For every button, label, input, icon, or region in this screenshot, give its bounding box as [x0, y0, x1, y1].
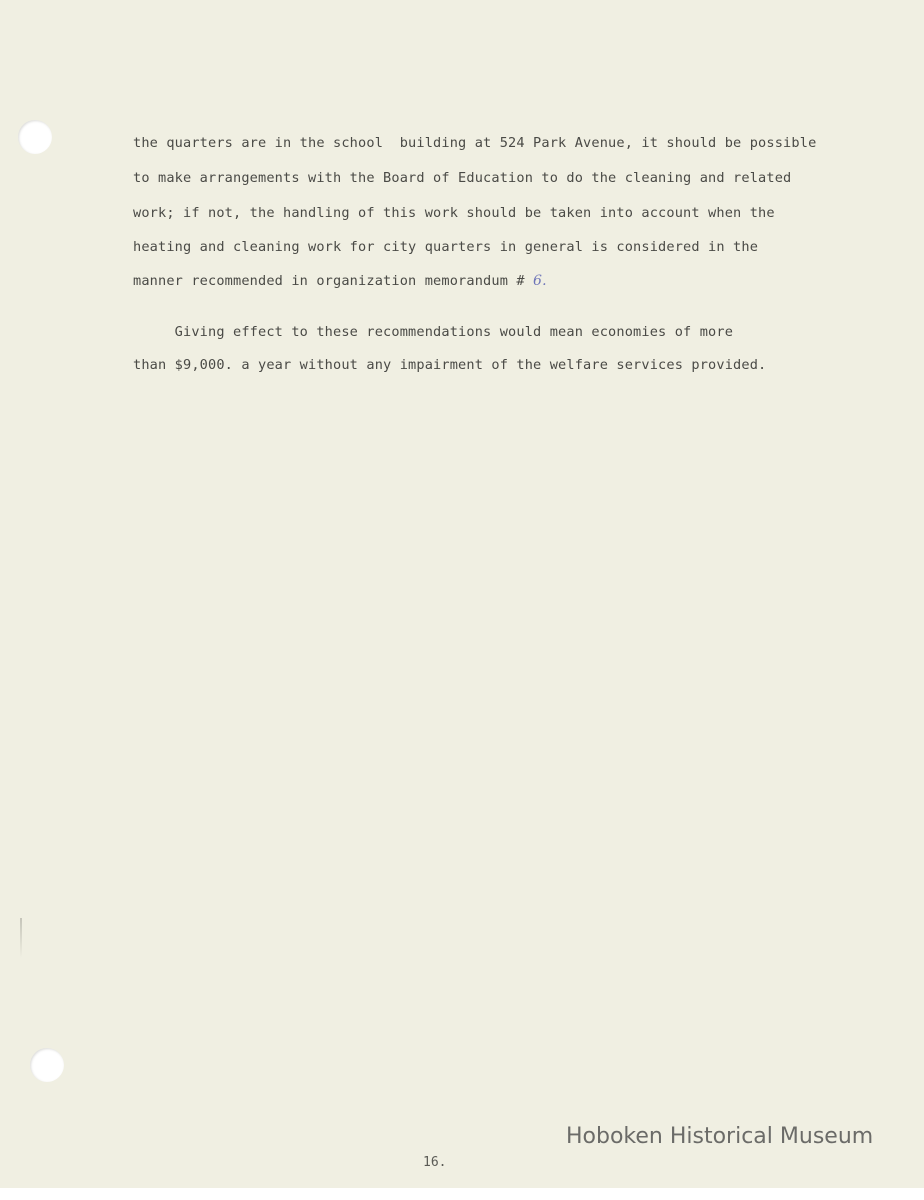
page-number: 16. [423, 1155, 447, 1170]
punch-hole-top [18, 120, 52, 154]
museum-watermark: Hoboken Historical Museum [566, 1124, 874, 1149]
paragraph-line: Giving effect to these recommendations would mean economies of more [133, 324, 734, 340]
bottom-margin [0, 1188, 924, 1200]
margin-mark [20, 918, 22, 958]
text-line-memorandum [133, 273, 547, 289]
paragraph-line: than $9,000. a year without any impairment of the welfare services provided. [133, 357, 767, 373]
handwritten-memo-number: 6. [533, 273, 547, 289]
text-line-memorandum-typed: manner recommended in organization memorandum # [133, 273, 534, 289]
text-line: heating and cleaning work for city quarters in general is considered in the [133, 239, 759, 255]
punch-hole-bottom [30, 1048, 64, 1082]
text-line: to make arrangements with the Board of Education to do the cleaning and related [133, 170, 792, 186]
text-line: work; if not, the handling of this work should be taken into account when the [133, 205, 775, 221]
text-line: the quarters are in the school building at 524 Park Avenue, it should be possible [133, 135, 817, 151]
